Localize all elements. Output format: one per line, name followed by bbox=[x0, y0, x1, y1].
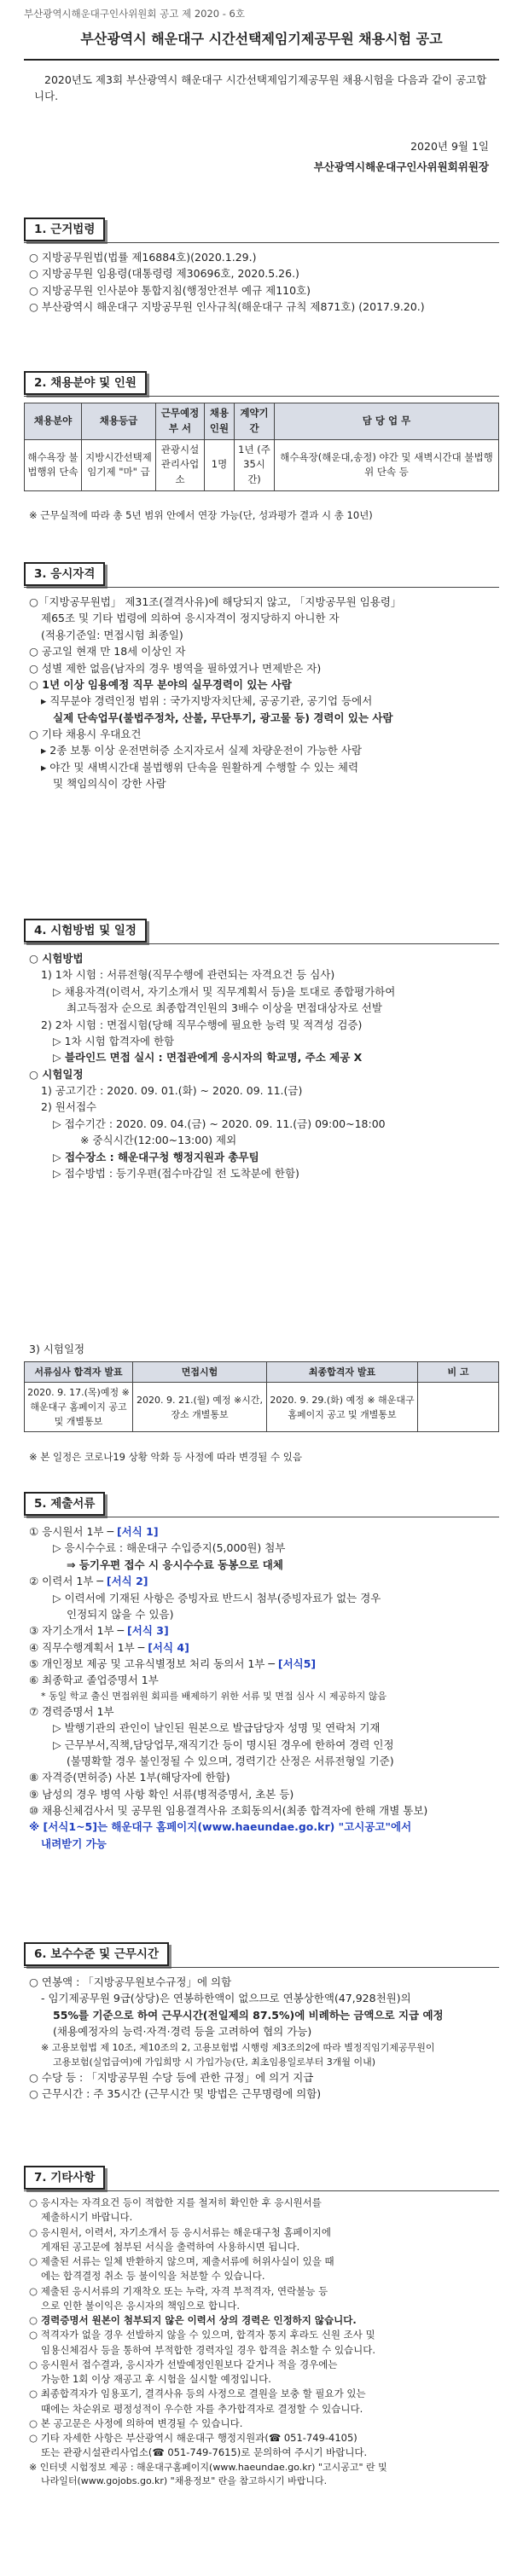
schedule-item: 1) 공고기간 : 2020. 09. 01.(화) ~ 2020. 09. 11.(금) bbox=[41, 1084, 303, 1097]
table-cell bbox=[418, 1383, 499, 1432]
schedule-item: ▷ 접수장소 : 해운대구청 행정지원과 총무팀 bbox=[53, 1150, 259, 1163]
section-5-heading: 5. 제출서류 bbox=[24, 1493, 105, 1515]
table-row bbox=[25, 439, 499, 490]
misc-item: 또는 관광시설관리사업소(☎ 051-749-7615)로 문의하여 주시기 바랍니다. bbox=[41, 2446, 368, 2459]
section-6-divider bbox=[24, 1967, 499, 1968]
table-cell: 해수욕장(해운대,송정) 야간 및 새벽시간대 불법행위 단속 등 bbox=[275, 439, 499, 490]
table-header: 계약기간 bbox=[235, 403, 275, 440]
table-cell: 2020. 9. 21.(월) 예정 ※시간,장소 개별통보 bbox=[133, 1383, 267, 1432]
misc-item: ○ 제출된 서류는 일체 반환하지 않으며, 제출서류에 허위사실이 있을 때 bbox=[29, 2255, 334, 2267]
document-item: 인정되지 않을 수 있음) bbox=[67, 1607, 174, 1621]
misc-item: ○ 경력증명서 원본이 첨부되지 않은 이력서 상의 경력은 인정하지 않습니다. bbox=[29, 2314, 357, 2326]
misc-item: 에는 합격결정 취소 등 불이익을 처분할 수 있습니다. bbox=[41, 2270, 265, 2283]
misc-item: ○ 응시원서, 이력서, 자기소개서 등 응시서류는 해운대구청 홈페이지에 bbox=[29, 2225, 331, 2238]
qualification-item: 제65조 및 기타 법령에 의하여 응시자격이 정지당하지 아니한 자 bbox=[41, 612, 340, 625]
document-item: ⑨ 남성의 경우 병역 사항 확인 서류(병적증명서, 초본 등) bbox=[29, 1787, 294, 1801]
qualification-item: ○ 공고일 현재 만 18세 이상인 자 bbox=[29, 645, 186, 659]
section-3-divider bbox=[24, 587, 499, 588]
title-divider bbox=[24, 59, 499, 61]
section-1-body bbox=[29, 249, 497, 316]
section-2-heading: 2. 채용분야 및 인원 bbox=[24, 372, 147, 394]
method-item: ▷ 채용자격(이력서, 자기소개서 및 직무계획서 등)을 토대로 종합평가하여 bbox=[53, 984, 396, 998]
qualification-item: 실제 단속업무(불법주정차, 산불, 무단투기, 광고물 등) 경력이 있는 사람 bbox=[53, 711, 393, 724]
table-header: 채용인원 bbox=[205, 403, 235, 440]
schedule-item: ※ 중식시간(12:00~13:00) 제외 bbox=[80, 1134, 237, 1147]
qualification-item: ○ 1년 이상 임용예정 직무 분야의 실무경력이 있는 사람 bbox=[29, 677, 292, 691]
document-item: * 동일 학교 출신 면접위원 회피를 배제하기 위한 서류 및 면접 심사 시 제공하지 않음 bbox=[41, 1690, 387, 1702]
pay-item: - 임기제공무원 9급(상당)은 연봉하한액이 없으므로 연봉상한액(47,928천원)의 bbox=[41, 1992, 411, 2005]
pay-item: 55%를 기준으로 하여 근무시간(전일제의 87.5%)에 비례하는 금액으로 지급 예정 bbox=[53, 2008, 444, 2022]
issuing-organization: 부산광역시해운대구인사위원회위원장 bbox=[313, 160, 489, 173]
pay-item: ○ 근무시간 : 주 35시간 (근무시간 및 방법은 근무명령에 의함) bbox=[29, 2086, 322, 2100]
law-item: ○ 지방공무원 인사분야 통합지침(행정안전부 예규 제110호) bbox=[29, 283, 311, 297]
method-item: ▷ 1차 시험 합격자에 한함 bbox=[53, 1034, 175, 1047]
table-header: 최종합격자 발표 bbox=[267, 1362, 418, 1383]
document-item: ▷ 이력서에 기재된 사항은 증빙자료 반드시 첨부(증빙자료가 없는 경우 bbox=[53, 1591, 381, 1604]
document-item: ▷ 근무부서,직책,담당업무,재직기간 등이 명시된 경우에 한하여 경력 인정 bbox=[53, 1738, 394, 1751]
table-cell: 관광시설관리사업소 bbox=[156, 439, 205, 490]
page-title: 부산광역시 해운대구 시간선택제임기제공무원 채용시험 공고 bbox=[80, 31, 443, 47]
schedule-heading: ○ 시험일정 bbox=[29, 1067, 84, 1081]
download-note[interactable]: ※ [서식1~5]는 해운대구 홈페이지(www.haeundae.go.kr) "고시공고"에서 bbox=[29, 1820, 412, 1834]
document-item: ⑦ 경력증명서 1부 bbox=[29, 1704, 114, 1718]
table-header-row bbox=[25, 403, 499, 440]
section-7-divider bbox=[24, 2190, 499, 2191]
schedule-item: 2) 원서접수 bbox=[41, 1100, 97, 1114]
table-row bbox=[25, 1383, 499, 1432]
document-item: ④ 직무수행계획서 1부 ─ [서식 4] bbox=[29, 1640, 189, 1654]
method-item: 최고득점자 순으로 최종합격인원의 3배수 이상을 면접대상자로 선발 bbox=[67, 1001, 382, 1015]
extension-note: ※ 근무실적에 따라 총 5년 범위 안에서 연장 가능(단, 성과평가 결과 시 총 10년) bbox=[29, 509, 373, 521]
misc-item: ○ 응시자는 자격요건 등이 적합한 지를 철저히 확인한 후 응시원서를 bbox=[29, 2196, 322, 2208]
qualification-item: 및 책임의식이 강한 사람 bbox=[53, 777, 166, 791]
misc-item: 제출하시기 바랍니다. bbox=[41, 2211, 133, 2224]
misc-item: 임용신체검사 등을 통하여 부적합한 경력자일 경우 합격을 취소할 수 있습니다. bbox=[41, 2343, 376, 2356]
table-header: 근무예정부 서 bbox=[156, 403, 205, 440]
table-header: 채용등급 bbox=[82, 403, 156, 440]
table-cell: 해수욕장 불법행위 단속 bbox=[25, 439, 82, 490]
form-4-link[interactable]: [서식 4] bbox=[148, 1640, 189, 1654]
misc-item: ○ 본 공고문은 사정에 의하여 변경될 수 있습니다. bbox=[29, 2416, 243, 2429]
form-1-link[interactable]: [서식 1] bbox=[116, 1525, 159, 1538]
document-item: ⑤ 개인정보 제공 및 고유식별정보 처리 동의서 1부 ─ [서식5] bbox=[29, 1657, 317, 1670]
pay-item: ○ 연봉액 : 「지방공무원보수규정」에 의함 bbox=[29, 1976, 232, 1988]
qualification-item: ○ 기타 채용시 우대요건 bbox=[29, 728, 142, 740]
notice-number: 부산광역시해운대구인사위원회 공고 제 2020 - 6호 bbox=[24, 8, 245, 20]
method-heading: ○ 시험방법 bbox=[29, 952, 84, 965]
qualification-item: ▸ 직무분야 경력인정 범위 : 국가지방자치단체, 공공기관, 공기업 등에서 bbox=[41, 694, 373, 708]
section-7-heading: 7. 기타사항 bbox=[24, 2167, 105, 2189]
document-item: ⑥ 최종학교 졸업증명서 1부 bbox=[29, 1674, 159, 1687]
schedule-table bbox=[24, 1361, 499, 1432]
document-item: ▷ 응시수수료 : 해운대구 수입증지(5,000원) 첨부 bbox=[53, 1541, 286, 1555]
document-item: (불명확할 경우 불인정될 수 있으며, 경력기간 산정은 서류전형일 기준) bbox=[67, 1754, 394, 1767]
section-6-body bbox=[29, 1974, 497, 2102]
schedule-item: ▷ 접수기간 : 2020. 09. 04.(금) ~ 2020. 09. 11.(금) 09:00~18:00 bbox=[53, 1117, 386, 1130]
law-item: ○ 부산광역시 해운대구 지방공무원 인사규칙(해운대구 규칙 제871호) (2017.9.20.) bbox=[29, 300, 425, 314]
table-header: 채용분야 bbox=[25, 403, 82, 440]
table-header: 면접시험 bbox=[133, 1362, 267, 1383]
section-4-body bbox=[29, 950, 497, 1181]
website-note[interactable]: 나라일터(www.gojobs.go.kr) "채용정보" 란을 참고하시기 바랍니다. bbox=[41, 2475, 328, 2486]
section-3-heading: 3. 응시자격 bbox=[24, 563, 105, 585]
table-header: 비 고 bbox=[418, 1362, 499, 1383]
qualification-item: ○「지방공무원법」 제31조(결격사유)에 해당되지 않고, 「지방공무원 임용령」 bbox=[29, 595, 402, 608]
misc-item: 가능한 1회 이상 재공고 후 시험을 실시할 예정입니다. bbox=[41, 2373, 271, 2385]
document-item: ① 응시원서 1부 ─ [서식 1] bbox=[29, 1525, 159, 1538]
document-item: ▷ 발행기관의 관인이 날인된 원본으로 발급담당자 성명 및 연락처 기재 bbox=[53, 1721, 381, 1735]
download-note: 내려받기 가능 bbox=[41, 1836, 107, 1850]
schedule-note: ※ 본 일정은 코로나19 상황 악화 등 사정에 따라 변경될 수 있음 bbox=[29, 1451, 302, 1463]
notice-date: 2020년 9월 1일 bbox=[410, 140, 489, 153]
document-item: ② 이력서 1부 ─ [서식 2] bbox=[29, 1575, 148, 1588]
pay-item: ※ 고용보험법 제 10조, 제10조의 2, 고용보험법 시행령 제3조의2에 따라 별정직임기제공무원이 bbox=[41, 2041, 435, 2053]
method-item: 2) 2차 시험 : 면접시험(당해 직무수행에 필요한 능력 및 적격성 검증) bbox=[41, 1018, 363, 1031]
section-2-divider bbox=[24, 396, 499, 397]
table-cell: 1년 (주 35시간) bbox=[235, 439, 275, 490]
pay-item: 고용보험(실업급여)에 가입희망 시 가입가능(단, 최초임용일로부터 3개월 이내) bbox=[53, 2056, 376, 2068]
section-5-body bbox=[29, 1523, 497, 1852]
website-note[interactable]: ※ 인터넷 시험정보 제공 : 해운대구홈페이지(www.haeundae.go.kr) "고시공고" 란 및 bbox=[29, 2461, 387, 2473]
table-header: 담 당 업 무 bbox=[275, 403, 499, 440]
table-cell: 2020. 9. 17.(목)예정 ※ 해운대구 홈페이지 공고 및 개별통보 bbox=[25, 1383, 133, 1432]
method-item: ▷ 블라인드 면접 실시 : 면접관에게 응시자의 학교명, 주소 제공 X bbox=[53, 1051, 363, 1065]
misc-item: ○ 제출된 응시서류의 기재착오 또는 누락, 자격 부적격자, 연락불능 등 bbox=[29, 2284, 328, 2297]
section-3-body bbox=[29, 594, 497, 792]
document-item: ⑧ 자격증(면허증) 사본 1부(해당자에 한함) bbox=[29, 1771, 230, 1784]
pay-item: ○ 수당 등 : 「지방공무원 수당 등에 관한 규정」에 의거 지급 bbox=[29, 2070, 314, 2084]
section-7-body bbox=[29, 2196, 497, 2489]
qualification-item: ▸ 2종 보통 이상 운전면허증 소지자로서 실제 차량운전이 가능한 사람 bbox=[41, 744, 363, 757]
table-header: 서류심사 합격자 발표 bbox=[25, 1362, 133, 1383]
misc-item: ○ 적격자가 없을 경우 선발하지 않을 수 있으며, 합격자 통지 후라도 신원 조사 및 bbox=[29, 2329, 375, 2341]
table-header-row bbox=[25, 1362, 499, 1383]
intro-paragraph: 2020년도 제3회 부산광역시 해운대구 시간선택제임기제공무원 채용시험을 다음과 같이 공고합니다. bbox=[34, 73, 487, 103]
misc-item: 으로 인한 불이익은 응시자의 책임으로 합니다. bbox=[41, 2299, 241, 2312]
form-3-link[interactable]: [서식 3] bbox=[127, 1624, 169, 1638]
law-item: ○ 지방공무원법(법률 제16884호)(2020.1.29.) bbox=[29, 251, 257, 264]
table-cell: 지방시간선택제임기제 "마" 급 bbox=[82, 439, 156, 490]
misc-item: ○ 응시원서 접수결과, 응시자가 선발예정인원보다 같거나 적을 경우에는 bbox=[29, 2358, 338, 2370]
section-4-divider bbox=[24, 943, 499, 944]
form-2-link[interactable]: [서식 2] bbox=[106, 1575, 148, 1588]
schedule-item: ▷ 접수방법 : 등기우편(접수마감일 전 도착분에 한함) bbox=[53, 1166, 299, 1180]
law-item: ○ 지방공무원 임용령(대통령령 제30696호, 2020.5.26.) bbox=[29, 267, 299, 281]
qualification-item: (적용기준일: 면접시험 최종일) bbox=[41, 628, 183, 641]
table-cell: 1명 bbox=[205, 439, 235, 490]
section-6-heading: 6. 보수수준 및 근무시간 bbox=[24, 1943, 169, 1965]
qualification-item: ○ 성별 제한 없음(남자의 경우 병역을 필하였거나 면제받은 자) bbox=[29, 661, 322, 675]
form-5-link[interactable]: [서식5] bbox=[277, 1657, 317, 1670]
section-4-heading: 4. 시험방법 및 일정 bbox=[24, 920, 147, 942]
table-cell: 2020. 9. 29.(화) 예정 ※ 해운대구 홈페이지 공고 및 개별통보 bbox=[267, 1383, 418, 1432]
schedule-subheading: 3) 시험일정 bbox=[29, 1343, 85, 1355]
misc-item: ○ 기타 자세한 사항은 부산광역시 해운대구 행정지원과(☎ 051-749-4105) bbox=[29, 2432, 357, 2444]
method-item: 1) 1차 시험 : 서류전형(직무수행에 관련되는 자격요건 등 심사) bbox=[41, 968, 335, 982]
section-1-divider bbox=[24, 242, 499, 243]
document-item: ⑩ 채용신체검사서 및 공무원 임용결격사유 조회동의서(최종 합격자에 한해 개별 통보) bbox=[29, 1804, 428, 1818]
recruitment-table bbox=[24, 403, 499, 491]
misc-item: ○ 최종합격자가 임용포기, 결격사유 등의 사정으로 결원을 보충 할 필요가 있는 bbox=[29, 2387, 366, 2400]
document-item: ⇒ 등기우편 접수 시 응시수수료 동봉으로 대체 bbox=[67, 1558, 283, 1571]
pay-item: (채용예정자의 능력·자격·경력 등을 고려하여 협의 가능) bbox=[53, 2025, 312, 2039]
misc-item: 때에는 차순위로 평정성적이 우수한 자를 추가합격자로 결정할 수 있습니다. bbox=[41, 2402, 363, 2415]
section-1-heading: 1. 근거법령 bbox=[24, 218, 105, 241]
document-item: ③ 자기소개서 1부 ─ [서식 3] bbox=[29, 1624, 169, 1638]
misc-item: 게재된 공고문에 첨부된 서식을 출력하여 사용하시면 됩니다. bbox=[41, 2240, 300, 2253]
qualification-item: ▸ 야간 및 새벽시간대 불법행위 단속을 원활하게 수행할 수 있는 체력 bbox=[41, 760, 359, 774]
